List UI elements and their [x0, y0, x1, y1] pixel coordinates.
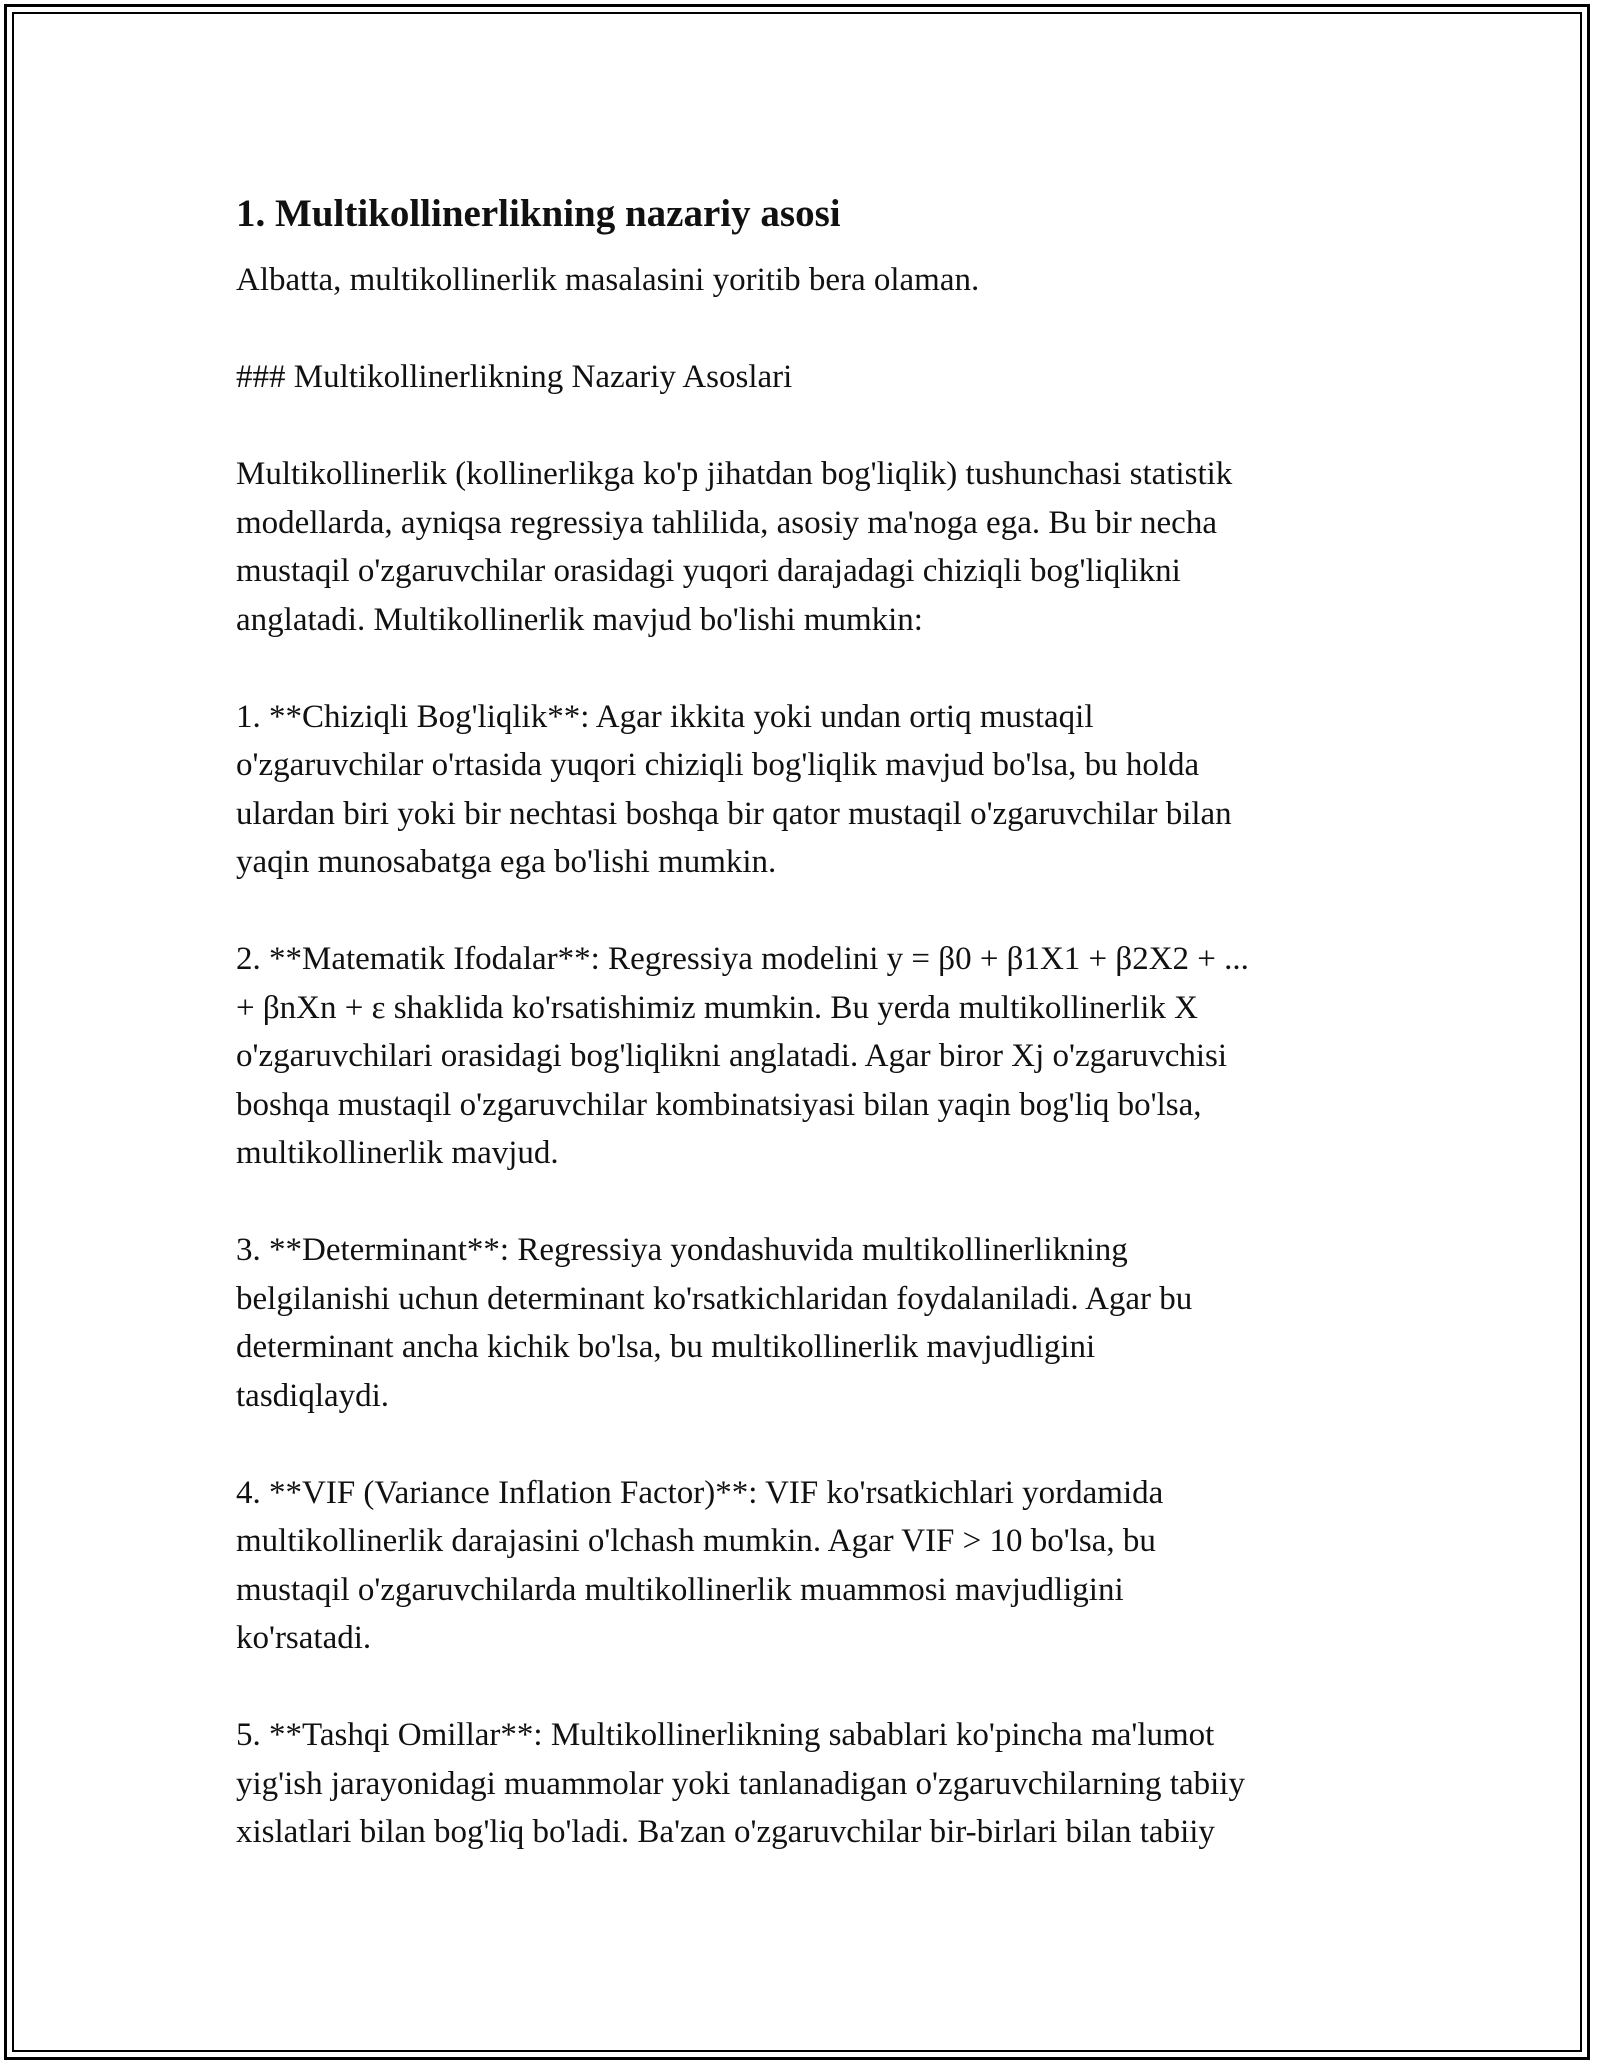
list-item-2	[236, 935, 1376, 1178]
text-line: multikollinerlik mavjud.	[236, 1135, 559, 1171]
text-line: mustaqil o'zgaruvchilar orasidagi yuqori darajadagi chiziqli bog'liqlikni	[236, 553, 1181, 589]
section-heading: 1. Multikollinerlikning nazariy asosi	[236, 192, 841, 235]
text-line: tasdiqlaydi.	[236, 1377, 390, 1414]
text-line: Albatta, multikollinerlik masalasini yoritib bera olaman.	[236, 262, 980, 298]
text-line: 5. **Tashqi Omillar**: Multikollinerlikning sabablari ko'pincha ma'lumot	[236, 1717, 1215, 1753]
list-item-5	[236, 1711, 1376, 1857]
list-item-4	[236, 1469, 1376, 1663]
list-item-3	[236, 1226, 1376, 1420]
document-body	[236, 188, 1376, 1905]
text-line: anglatadi. Multikollinerlik mavjud bo'lishi mumkin:	[236, 601, 923, 638]
text-line: Multikollinerlik (kollinerlikga ko'p jihatdan bog'liqlik) tushunchasi statistik	[236, 456, 1233, 492]
text-line: 3. **Determinant**: Regressiya yondashuvida multikollinerlikning	[236, 1232, 1128, 1268]
text-line: 2. **Matematik Ifodalar**: Regressiya modelini y = β0 + β1X1 + β2X2 + ...	[236, 941, 1249, 977]
text-line: 4. **VIF (Variance Inflation Factor)**: VIF ko'rsatkichlari yordamida	[236, 1474, 1164, 1511]
list-item-1	[236, 693, 1376, 887]
text-line: + βnXn + ε shaklida ko'rsatishimiz mumkin. Bu yerda multikollinerlik X	[236, 989, 1198, 1026]
definition-paragraph	[236, 450, 1376, 644]
text-line: ko'rsatadi.	[236, 1620, 372, 1656]
text-line: xislatlari bilan bog'liq bo'ladi. Ba'zan o'zgaruvchilar bir-birlari bilan tabiiy	[236, 1814, 1215, 1850]
text-line: o'zgaruvchilari orasidagi bog'liqlikni anglatadi. Agar biror Xj o'zgaruvchisi	[236, 1038, 1228, 1074]
text-line: mustaqil o'zgaruvchilarda multikollinerlik muammosi mavjudligini	[236, 1571, 1124, 1608]
text-line: multikollinerlik darajasini o'lchash mumkin. Agar VIF > 10 bo'lsa, bu	[236, 1523, 1156, 1559]
intro-paragraph	[236, 256, 1376, 305]
text-line: ulardan biri yoki bir nechtasi boshqa bir qator mustaqil o'zgaruvchilar bilan	[236, 795, 1232, 832]
text-line: boshqa mustaqil o'zgaruvchilar kombinatsiyasi bilan yaqin bog'liq bo'lsa,	[236, 1086, 1202, 1123]
text-line: o'zgaruvchilar o'rtasida yuqori chiziqli bog'liqlik mavjud bo'lsa, bu holda	[236, 747, 1200, 783]
text-line: 1. **Chiziqli Bog'liqlik**: Agar ikkita yoki undan ortiq mustaqil	[236, 698, 1094, 735]
text-line: yig'ish jarayonidagi muammolar yoki tanlanadigan o'zgaruvchilarning tabiiy	[236, 1765, 1245, 1802]
text-line: yaqin munosabatga ega bo'lishi mumkin.	[236, 844, 777, 880]
text-line: ### Multikollinerlikning Nazariy Asoslari	[236, 359, 793, 395]
text-line: determinant ancha kichik bo'lsa, bu multikollinerlik mavjudligini	[236, 1329, 1096, 1365]
text-line: modellarda, ayniqsa regressiya tahlilida, asosiy ma'noga ega. Bu bir necha	[236, 504, 1217, 541]
subheading-paragraph	[236, 353, 1376, 402]
text-line: belgilanishi uchun determinant ko'rsatkichlaridan foydalaniladi. Agar bu	[236, 1280, 1193, 1317]
